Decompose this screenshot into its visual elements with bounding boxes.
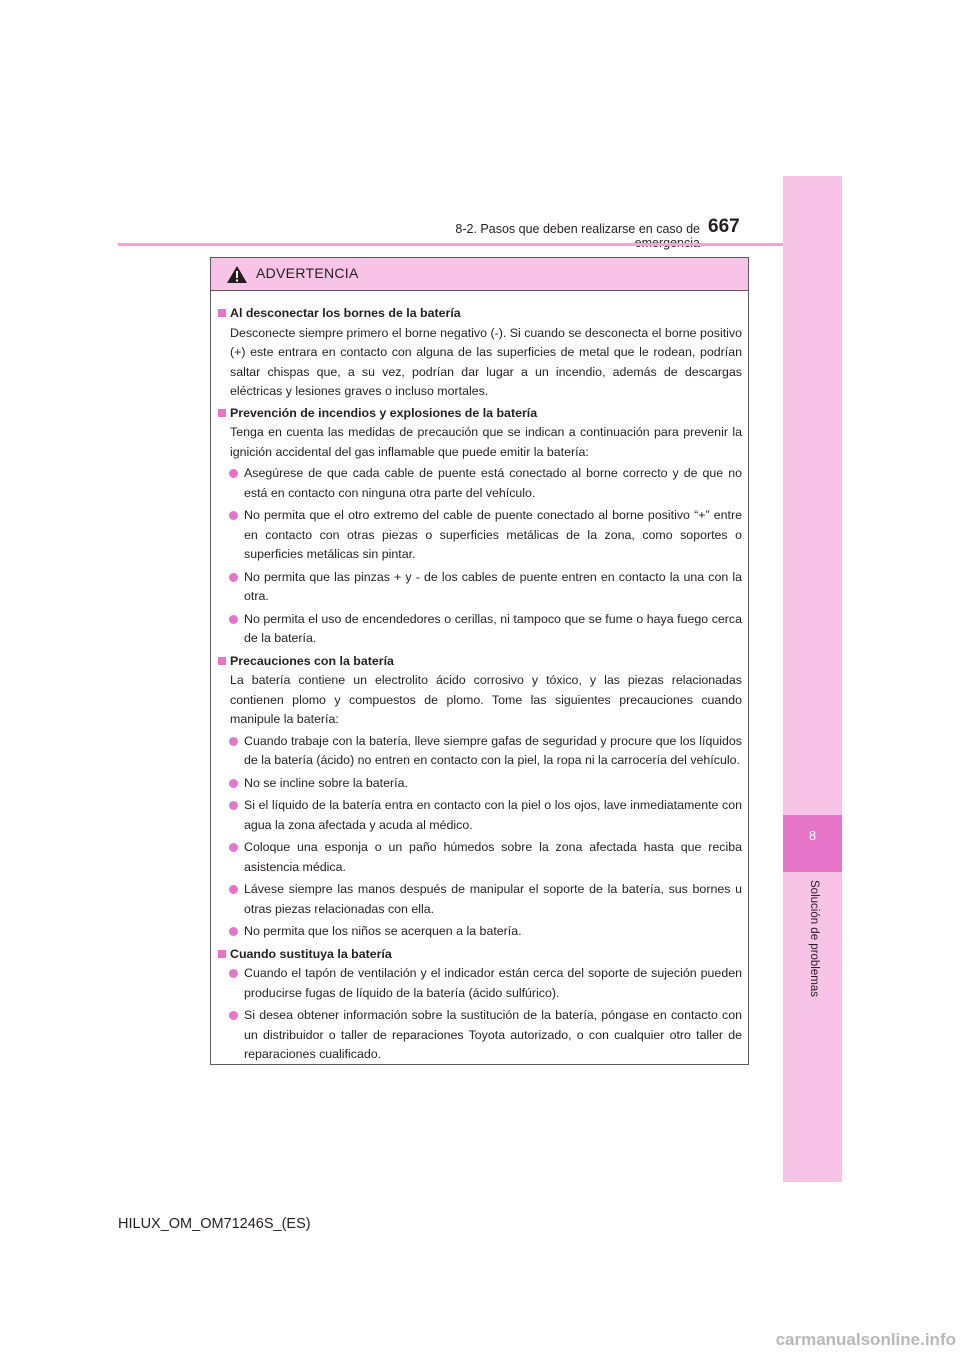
bullet-text: Asegúrese de que cada cable de puente está conectado al borne correcto y de que no está en contacto con ninguna otra parte del vehículo. xyxy=(244,466,742,500)
square-bullet-icon xyxy=(218,409,226,417)
warning-header xyxy=(211,258,748,291)
circle-bullet-icon xyxy=(229,573,238,582)
bullet-text: Si el líquido de la batería entra en contacto con la piel o los ojos, lave inmediatamente con agua la zona afectada y acuda al médico. xyxy=(244,798,742,832)
bullet-text: No permita que el otro extremo del cable de puente conectado al borne positivo “+” entre en contacto con otras piezas o superficies metálicas de la zona, como soportes o superficies metálicas sin pintar. xyxy=(244,508,742,561)
bullet-text: No permita que las pinzas + y - de los cables de puente entren en contacto la una con la otra. xyxy=(244,569,742,603)
bullet-item xyxy=(218,464,742,503)
document-code: HILUX_OM_OM71246S_(ES) xyxy=(118,1216,311,1232)
circle-bullet-icon xyxy=(229,801,238,810)
section-heading xyxy=(218,945,742,965)
bullet-item xyxy=(218,838,742,877)
warning-triangle-icon xyxy=(226,265,248,284)
circle-bullet-icon xyxy=(229,843,238,852)
bullet-item xyxy=(218,568,742,607)
chapter-tab-active xyxy=(783,815,842,872)
bullet-item xyxy=(218,610,742,649)
square-bullet-icon xyxy=(218,657,226,665)
section-heading-text: Al desconectar los bornes de la batería xyxy=(230,306,461,320)
section-paragraph: Desconecte siempre primero el borne negativo (-). Si cuando se desconecta el borne positivo (+) este entrara en contacto con alguna de las superficies de metal que le rodean, podrían saltar chispas que, a su vez, podrían dar lugar a un incendio, además de descargas eléctricas y lesiones graves o incluso mortales. xyxy=(230,325,742,398)
bullet-item xyxy=(218,1006,742,1065)
chapter-side-tab xyxy=(783,176,842,1182)
warning-box xyxy=(210,257,749,1065)
bullet-item xyxy=(218,796,742,835)
bullet-text: Coloque una esponja o un paño húmedos sobre la zona afectada hasta que reciba asistencia médica. xyxy=(244,840,742,874)
section-heading-text: Prevención de incendios y explosiones de la batería xyxy=(230,405,538,420)
watermark: carmanualsonline.info xyxy=(775,1330,956,1349)
warning-body xyxy=(211,291,748,1065)
warning-title: ADVERTENCIA xyxy=(256,265,359,281)
bullet-text: Cuando trabaje con la batería, lleve siempre gafas de seguridad y procure que los líquidos de la batería (ácido) no entren en contacto con la piel, la ropa ni la carrocería del vehículo. xyxy=(244,733,742,767)
circle-bullet-icon xyxy=(229,885,238,894)
circle-bullet-icon xyxy=(229,779,238,788)
circle-bullet-icon xyxy=(229,969,238,978)
bullet-text: No permita el uso de encendedores o cerillas, ni tampoco que se fume o haya fuego cerca de la batería. xyxy=(244,611,742,645)
section-header: 8-2. Pasos que deben realizarse en caso de xyxy=(455,222,700,236)
bullet-item xyxy=(218,880,742,919)
section-heading xyxy=(218,404,742,424)
circle-bullet-icon xyxy=(229,511,238,520)
bullet-text: Cuando el tapón de ventilación y el indicador están cerca del soporte de sujeción pueden producirse fugas de líquido de la batería (ácido sulfúrico). xyxy=(244,966,742,1000)
bullet-item xyxy=(218,506,742,565)
circle-bullet-icon xyxy=(229,927,238,936)
chapter-title-vertical: Solución de problemas xyxy=(808,880,820,997)
circle-bullet-icon xyxy=(229,615,238,624)
circle-bullet-icon xyxy=(229,737,238,746)
section-heading-text: Cuando sustituya la batería xyxy=(230,946,392,961)
bullet-text: Si desea obtener información sobre la sustitución de la batería, póngase en contacto con un distribuidor o taller de reparaciones Toyota autorizado, o con cualquier otro taller de reparaciones cualificado. xyxy=(244,1008,742,1061)
chapter-number: 8 xyxy=(808,828,817,843)
section-paragraph: Tenga en cuenta las medidas de precaución que se indican a continuación para prevenir la ignición accidental del gas inflamable que puede emitir la batería: xyxy=(230,425,742,459)
section-heading-text: Precauciones con la batería xyxy=(230,653,394,668)
square-bullet-icon xyxy=(218,950,226,958)
bullet-text: Lávese siempre las manos después de manipular el soporte de la batería, sus bornes u otras piezas relacionadas con ella. xyxy=(244,882,742,916)
bullet-item xyxy=(218,774,742,794)
bullet-text: No permita que los niños se acerquen a la batería. xyxy=(244,924,522,938)
header-rule xyxy=(118,243,783,246)
bullet-text: No se incline sobre la batería. xyxy=(244,775,408,790)
section-paragraph: La batería contiene un electrolito ácido corrosivo y tóxico, y las piezas relacionadas contienen plomo y compuestos de plomo. Tome las siguientes precauciones cuando manipule la batería: xyxy=(230,673,742,726)
bullet-item xyxy=(218,732,742,771)
square-bullet-icon xyxy=(218,309,226,317)
bullet-item xyxy=(218,964,742,1003)
page-number: 667 xyxy=(708,216,740,237)
section-heading xyxy=(218,652,742,672)
circle-bullet-icon xyxy=(229,1011,238,1020)
section-heading xyxy=(218,304,742,324)
bullet-item xyxy=(218,922,742,942)
circle-bullet-icon xyxy=(229,469,238,478)
